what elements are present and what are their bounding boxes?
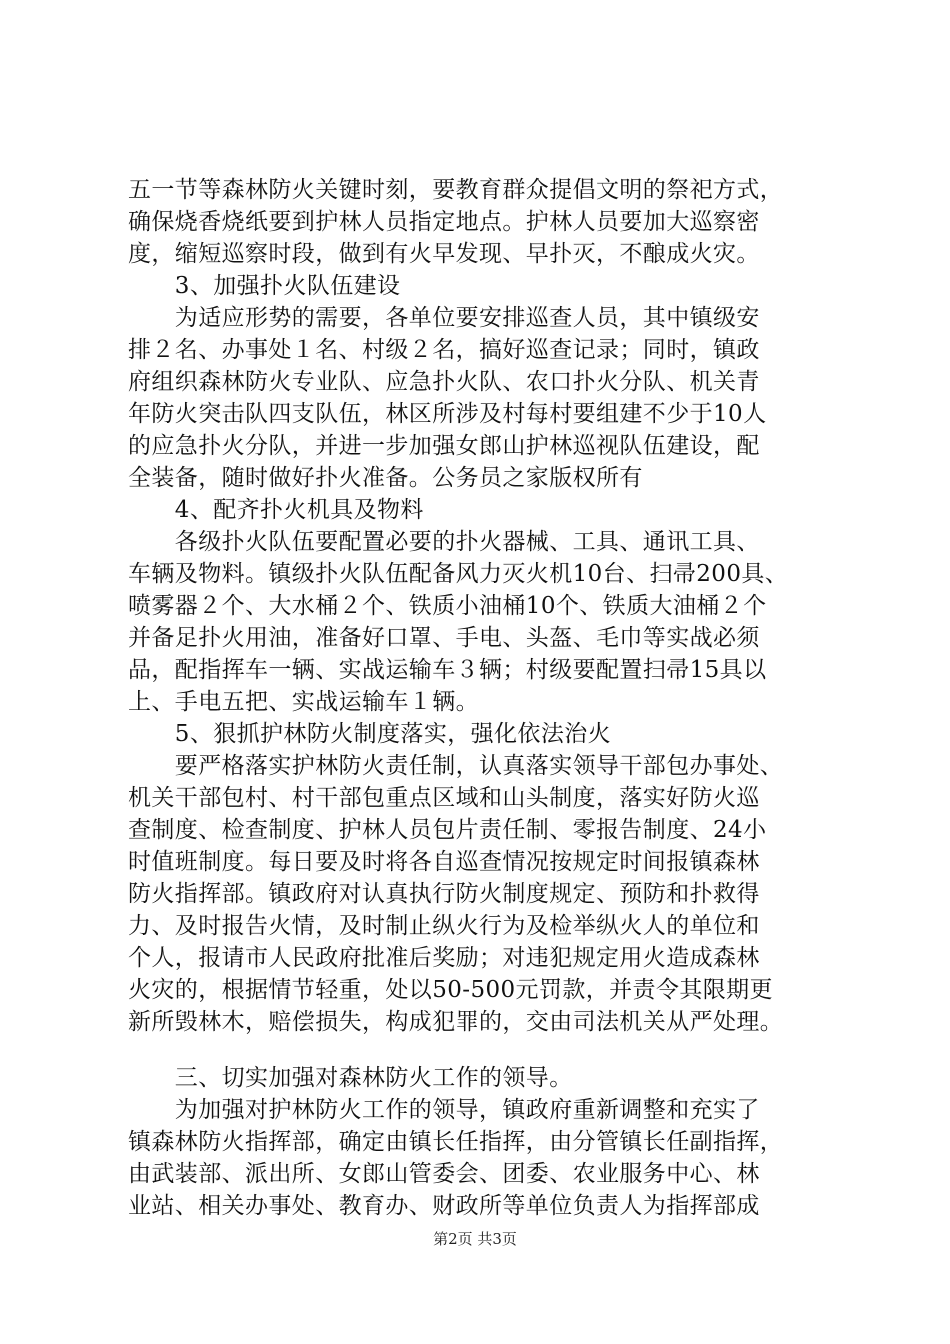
text-line: 要严格落实护林防火责任制，认真落实领导干部包办事处、 xyxy=(128,753,784,779)
page-number-footer: 第2页 共3页 xyxy=(433,1230,517,1248)
section-heading: 3、加强扑火队伍建设 xyxy=(128,273,401,299)
text-line: 五一节等森林防火关键时刻，要教育群众提倡文明的祭祀方式， xyxy=(128,177,784,203)
text-line: 上、手电五把、实战运输车１辆。 xyxy=(128,689,479,715)
text-line: 业站、相关办事处、教育办、财政所等单位负责人为指挥部成 xyxy=(128,1193,760,1219)
text-line: 品，配指挥车一辆、实战运输车３辆；村级要配置扫帚15具以 xyxy=(128,657,767,683)
text-line: 火灾的，根据情节轻重，处以50-500元罚款，并责令其限期更 xyxy=(128,977,773,1003)
text-line: 由武装部、派出所、女郎山管委会、团委、农业服务中心、林 xyxy=(128,1161,760,1187)
text-line: 全装备，随时做好扑火准备。公务员之家版权所有 xyxy=(128,465,643,491)
document-body xyxy=(128,174,824,1222)
text-line: 喷雾器２个、大水桶２个、铁质小油桶10个、铁质大油桶２个 xyxy=(128,593,767,619)
text-line: 新所毁林木，赔偿损失，构成犯罪的，交由司法机关从严处理。 xyxy=(128,1009,784,1035)
text-line: 为适应形势的需要，各单位要安排巡查人员，其中镇级安 xyxy=(128,305,760,331)
section-heading: 5、狠抓护林防火制度落实，强化依法治火 xyxy=(128,721,612,747)
text-line: 为加强对护林防火工作的领导，镇政府重新调整和充实了 xyxy=(128,1097,760,1123)
text-line: 机关干部包村、村干部包重点区域和山头制度，落实好防火巡 xyxy=(128,785,760,811)
text-line: 府组织森林防火专业队、应急扑火队、农口扑火分队、机关青 xyxy=(128,369,760,395)
text-line: 时值班制度。每日要及时将各自巡查情况按规定时间报镇森林 xyxy=(128,849,760,875)
text-line: 年防火突击队四支队伍，林区所涉及村每村要组建不少于10人 xyxy=(128,401,767,427)
text-line: 个人，报请市人民政府批准后奖励；对违犯规定用火造成森林 xyxy=(128,945,760,971)
text-line: 防火指挥部。镇政府对认真执行防火制度规定、预防和扑救得 xyxy=(128,881,760,907)
text-line: 查制度、检查制度、护林人员包片责任制、零报告制度、24小 xyxy=(128,817,767,843)
text-line: 各级扑火队伍要配置必要的扑火器械、工具、通讯工具、 xyxy=(128,529,760,555)
text-line: 确保烧香烧纸要到护林人员指定地点。护林人员要加大巡察密 xyxy=(128,209,760,235)
text-line: 度，缩短巡察时段，做到有火早发现、早扑灭，不酿成火灾。 xyxy=(128,241,760,267)
text-line: 车辆及物料。镇级扑火队伍配备风力灭火机10台、扫帚200具、 xyxy=(128,561,789,587)
section-heading: 4、配齐扑火机具及物料 xyxy=(128,497,424,523)
text-line: 排２名、办事处１名、村级２名，搞好巡查记录；同时，镇政 xyxy=(128,337,760,363)
text-line: 镇森林防火指挥部，确定由镇长任指挥，由分管镇长任副指挥， xyxy=(128,1129,784,1155)
text-line: 的应急扑火分队，并进一步加强女郎山护林巡视队伍建设，配 xyxy=(128,433,760,459)
text-line: 并备足扑火用油，准备好口罩、手电、头盔、毛巾等实战必须 xyxy=(128,625,760,651)
text-line: 力、及时报告火情，及时制止纵火行为及检举纵火人的单位和 xyxy=(128,913,760,939)
paragraph-gap xyxy=(128,1038,824,1062)
section-part2 xyxy=(128,1062,824,1222)
section-part1 xyxy=(128,174,824,1038)
section-heading: 三、切实加强对森林防火工作的领导。 xyxy=(128,1065,573,1091)
